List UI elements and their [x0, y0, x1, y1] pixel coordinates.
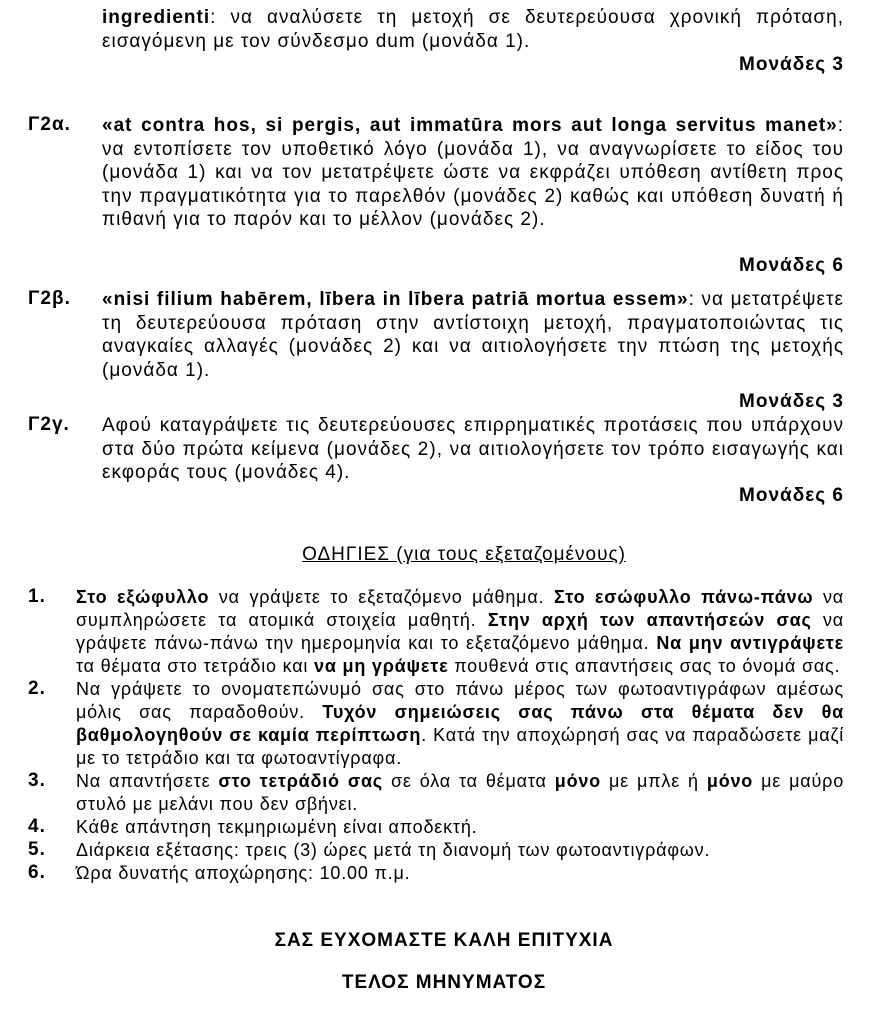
- question-marks: Μονάδες 3: [739, 391, 844, 412]
- instruction-item: [28, 816, 844, 839]
- instructions-title: ΟΔΗΓΙΕΣ (για τους εξεταζομένους): [302, 544, 626, 565]
- instruction-text: [76, 862, 844, 885]
- instruction-number: 4.: [28, 816, 46, 837]
- question-label: Γ2β.: [28, 288, 71, 309]
- instruction-emphasis: μόνο: [554, 771, 601, 791]
- instruction-emphasis: Στο εσώφυλλο πάνω-πάνω: [553, 587, 814, 607]
- question-marks: Μονάδες 6: [739, 485, 844, 506]
- instruction-run: . Κατά την αποχώρησή σας να παραδώσετε μαζί με το τετράδιο και τα φωτοαντίγραφα.: [76, 725, 844, 768]
- instruction-emphasis: στο τετράδιό σας: [218, 771, 383, 791]
- question-quote: «nisi filium habērem, lībera in lībera patriā mortua essem»: [102, 289, 689, 310]
- intro-term: ingredienti: [102, 7, 211, 28]
- question-body: : να μετατρέψετε τη δευτερεύουσα πρόταση στην αντίστοιχη μετοχή, πραγματοποιώντας τις αναγκαίες αλλαγές (μονάδες 2) και να αιτιολογήσετε την πτώση της μετοχής (μονάδα 1).: [102, 289, 845, 381]
- instruction-run: με μαύρο στυλό με μελάνι που δεν σβήνει.: [76, 771, 844, 814]
- instruction-run: να γράψετε πάνω-πάνω την ημερομηνία και το εξεταζόμενο μάθημα.: [76, 610, 844, 653]
- instructions-title-wrap: [20, 544, 888, 566]
- question-text: [102, 114, 844, 232]
- instruction-run: πουθενά στις απαντήσεις σας το όνομά σας.: [448, 656, 841, 676]
- instruction-text: [76, 678, 844, 770]
- question-label: Γ2α.: [28, 114, 71, 135]
- question-text: [102, 288, 844, 382]
- instruction-emphasis: Να μην αντιγράψετε: [656, 633, 844, 653]
- question-g2c: [28, 414, 844, 509]
- intro-block: [28, 6, 844, 76]
- instructions-list: [28, 586, 844, 885]
- instruction-run: Να απαντήσετε: [76, 771, 219, 791]
- intro-marks: Μονάδες 3: [739, 54, 844, 75]
- instruction-run: Κάθε απάντηση τεκμηριωμένη είναι αποδεκτή.: [76, 817, 478, 837]
- instruction-number: 1.: [28, 586, 46, 607]
- instruction-emphasis: μόνο: [706, 771, 754, 791]
- instruction-run: σε όλα τα θέματα: [382, 771, 555, 791]
- instruction-text: [76, 770, 844, 816]
- instruction-number: 2.: [28, 678, 46, 699]
- instruction-number: 5.: [28, 839, 46, 860]
- instruction-text: [76, 839, 844, 862]
- question-quote: «at contra hos, si pergis, aut immatūra mors aut longa servitus manet»: [102, 115, 838, 136]
- instruction-emphasis: να μη γράψετε: [314, 656, 449, 676]
- instruction-item: [28, 862, 844, 885]
- question-body: : να εντοπίσετε τον υποθετικό λόγο (μονάδα 1), να αναγνωρίσετε το είδος του (μονάδα 1) και να τον μετατρέψετε ώστε να εκφράζει υπόθεση αντίθετη προς την πραγματικότητα για το παρελθόν (μονάδες 2) καθώς και υπόθεση δυνατή ή πιθανή για το παρόν και το μέλλον (μονάδες 2).: [102, 115, 844, 230]
- instruction-run: να γράψετε το εξεταζόμενο μάθημα.: [209, 587, 554, 607]
- intro-text: [102, 6, 844, 53]
- question-g2b: [28, 288, 844, 413]
- end-of-message: ΤΕΛΟΣ ΜΗΝΥΜΑΤΟΣ: [341, 972, 547, 993]
- instruction-text: [76, 586, 844, 678]
- question-g2a: [28, 114, 844, 274]
- question-body: Αφού καταγράψετε τις δευτερεύουσες επιρρηματικές προτάσεις που υπάρχουν στα δύο πρώτα κείμενα (μονάδες 2), να αιτιολογήσετε τον τρόπο εισαγωγής και εκφοράς τους (μονάδες 4).: [102, 415, 844, 483]
- instruction-text: [76, 816, 844, 839]
- instruction-item: [28, 839, 844, 862]
- instruction-run: τα θέματα στο τετράδιο και: [76, 656, 315, 676]
- instruction-run: Διάρκεια εξέτασης: τρεις (3) ώρες μετά τη διανομή των φωτοαντιγράφων.: [76, 840, 711, 860]
- instruction-run: με μπλε ή: [600, 771, 707, 791]
- instruction-run: να συμπληρώσετε τα ατομικά στοιχεία μαθητή.: [76, 587, 845, 630]
- instruction-run: Ώρα δυνατής αποχώρησης: 10.00 π.μ.: [76, 863, 411, 883]
- instruction-emphasis: Τυχόν σημειώσεις σας πάνω στα θέματα δεν θα βαθμολογηθούν σε καμία περίπτωση: [76, 702, 844, 745]
- question-text: [102, 414, 844, 485]
- instruction-item: [28, 678, 844, 770]
- instruction-item: [28, 586, 844, 678]
- instruction-number: 6.: [28, 862, 46, 883]
- instruction-emphasis: Στην αρχή των απαντήσεών σας: [487, 610, 812, 630]
- instruction-number: 3.: [28, 770, 46, 791]
- question-marks: Μονάδες 6: [739, 255, 844, 276]
- intro-body: : να αναλύσετε τη μετοχή σε δευτερεύουσα χρονική πρόταση, εισαγόμενη με τον σύνδεσμο dum (μονάδα 1).: [102, 7, 844, 52]
- question-label: Γ2γ.: [28, 414, 70, 435]
- good-luck-wish: ΣΑΣ ΕΥΧΟΜΑΣΤΕ ΚΑΛΗ ΕΠΙΤΥΧΙΑ: [274, 930, 614, 951]
- instruction-run: Να γράψετε το ονοματεπώνυμό σας στο πάνω μέρος των φωτοαντιγράφων αμέσως μόλις σας παραδοθούν.: [76, 679, 844, 722]
- instruction-emphasis: Στο εξώφυλλο: [76, 587, 210, 607]
- instruction-item: [28, 770, 844, 816]
